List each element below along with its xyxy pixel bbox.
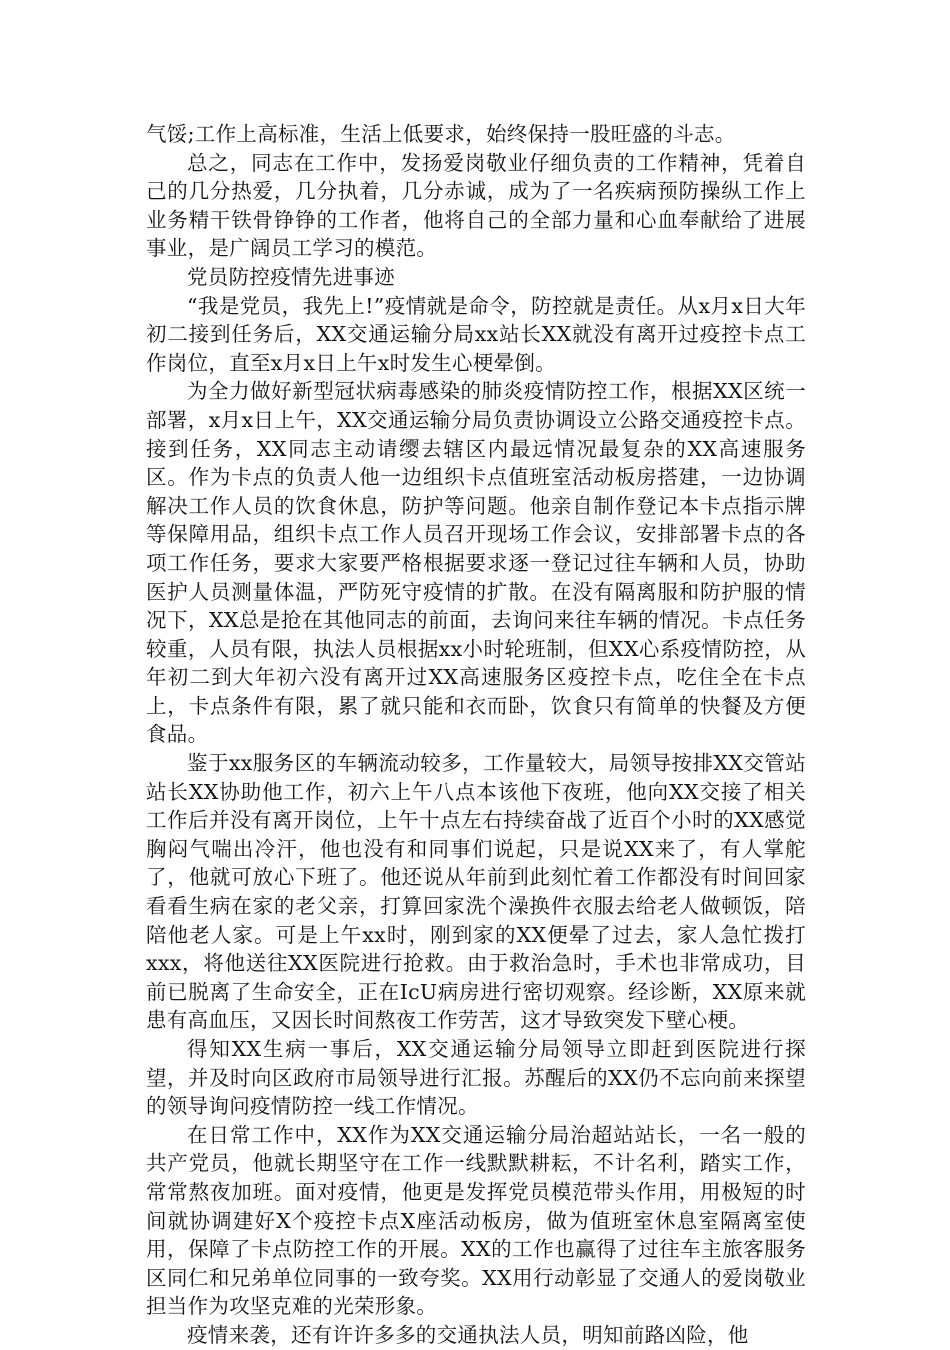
paragraph-truncated: 疫情来袭，还有许许多多的交通执法人员，明知前路凶险，他 [187, 1322, 749, 1347]
paragraph: 在日常工作中，XX作为XX交通运输分局治超站站长，一名一般的共产党员，他就长期坚守在工作一线默默耕耘，不计名利，踏实工作，常常熬夜加班。面对疫情，他更是发挥党员模范带头作用，用极短的时间就协调建好X个疫控卡点X座活动板房，做为值班室休息室隔离室使用，保障了卡点防控工作的开展。XX的工作也赢得了过往车主旅客服务区同仁和兄弟单位同事的一致夸奖。XX用行动彰显了交通人的爱岗敬业担当作为攻坚克难的光荣形象。 [146, 1122, 806, 1319]
paragraph: “我是党员，我先上!”疫情就是命令，防控就是责任。从x月x日大年初二接到任务后，XX交通运输分局xx站长XX就没有离开过疫控卡点工作岗位，直至x月x日上午x时发生心梗晕倒。 [146, 293, 806, 375]
paragraph-summary: 总之，同志在工作中，发扬爱岗敬业仔细负责的工作精神，凭着自己的几分热爱，几分执着，几分赤诚，成为了一名疾病预防操纵工作上业务精干铁骨铮铮的工作者，他将自己的全部力量和心血奉献给了进展事业，是广阔员工学习的模范。 [146, 150, 806, 261]
paragraph: 得知XX生病一事后，XX交通运输分局领导立即赶到医院进行探望，并及时向区政府市局领导进行汇报。苏醒后的XX仍不忘向前来探望的领导询问疫情防控一线工作情况。 [146, 1037, 806, 1119]
document-body [146, 120, 806, 1350]
section-heading: 党员防控疫情先进事迹 [187, 264, 395, 289]
paragraph-continuation: 气馁;工作上高标准，生活上低要求，始终保持一股旺盛的斗志。 [146, 122, 736, 146]
paragraph: 鉴于xx服务区的车辆流动较多，工作量较大，局领导按排XX交管站站长XX协助他工作，初六上午八点本该他下夜班，他向XX交接了相关工作后并没有离开岗位，上午十点左右持续奋战了近百个小时的XX感觉胸闷气喘出冷汗，他也没有和同事们说起，只是说XX来了，有人掌舵了，他就可放心下班了。他还说从年前到此刻忙着工作都没有时间回家看看生病在家的老父亲，打算回家洗个澡换件衣服去给老人做顿饭，陪陪他老人家。可是上午xx时，刚到家的XX便晕了过去，家人急忙拨打xxx，将他送往XX医院进行抢救。由于救治急时，手术也非常成功，目前已脱离了生命安全，正在IcU病房进行密切观察。经诊断，XX原来就患有高血压，又因长时间熬夜工作劳苦，这才导致突发下壁心梗。 [146, 751, 806, 1033]
paragraph: 为全力做好新型冠状病毒感染的肺炎疫情防控工作，根据XX区统一部署，x月x日上午，XX交通运输分局负责协调设立公路交通疫控卡点。接到任务，XX同志主动请缨去辖区内最远情况最复杂的XX高速服务区。作为卡点的负责人他一边组织卡点值班室活动板房搭建，一边协调解决工作人员的饮食休息，防护等问题。他亲自制作登记本卡点指示牌等保障用品，组织卡点工作人员召开现场工作会议，安排部署卡点的各项工作任务，要求大家要严格根据要求逐一登记过往车辆和人员，协助医护人员测量体温，严防死守疫情的扩散。在没有隔离服和防护服的情况下，XX总是抢在其他同志的前面，去询问来往车辆的情况。卡点任务较重，人员有限，执法人员根据xx小时轮班制，但XX心系疫情防控，从年初二到大年初六没有离开过XX高速服务区疫控卡点，吃住全在卡点上，卡点条件有限，累了就只能和衣而卧，饮食只有简单的快餐及方便食品。 [146, 379, 806, 747]
